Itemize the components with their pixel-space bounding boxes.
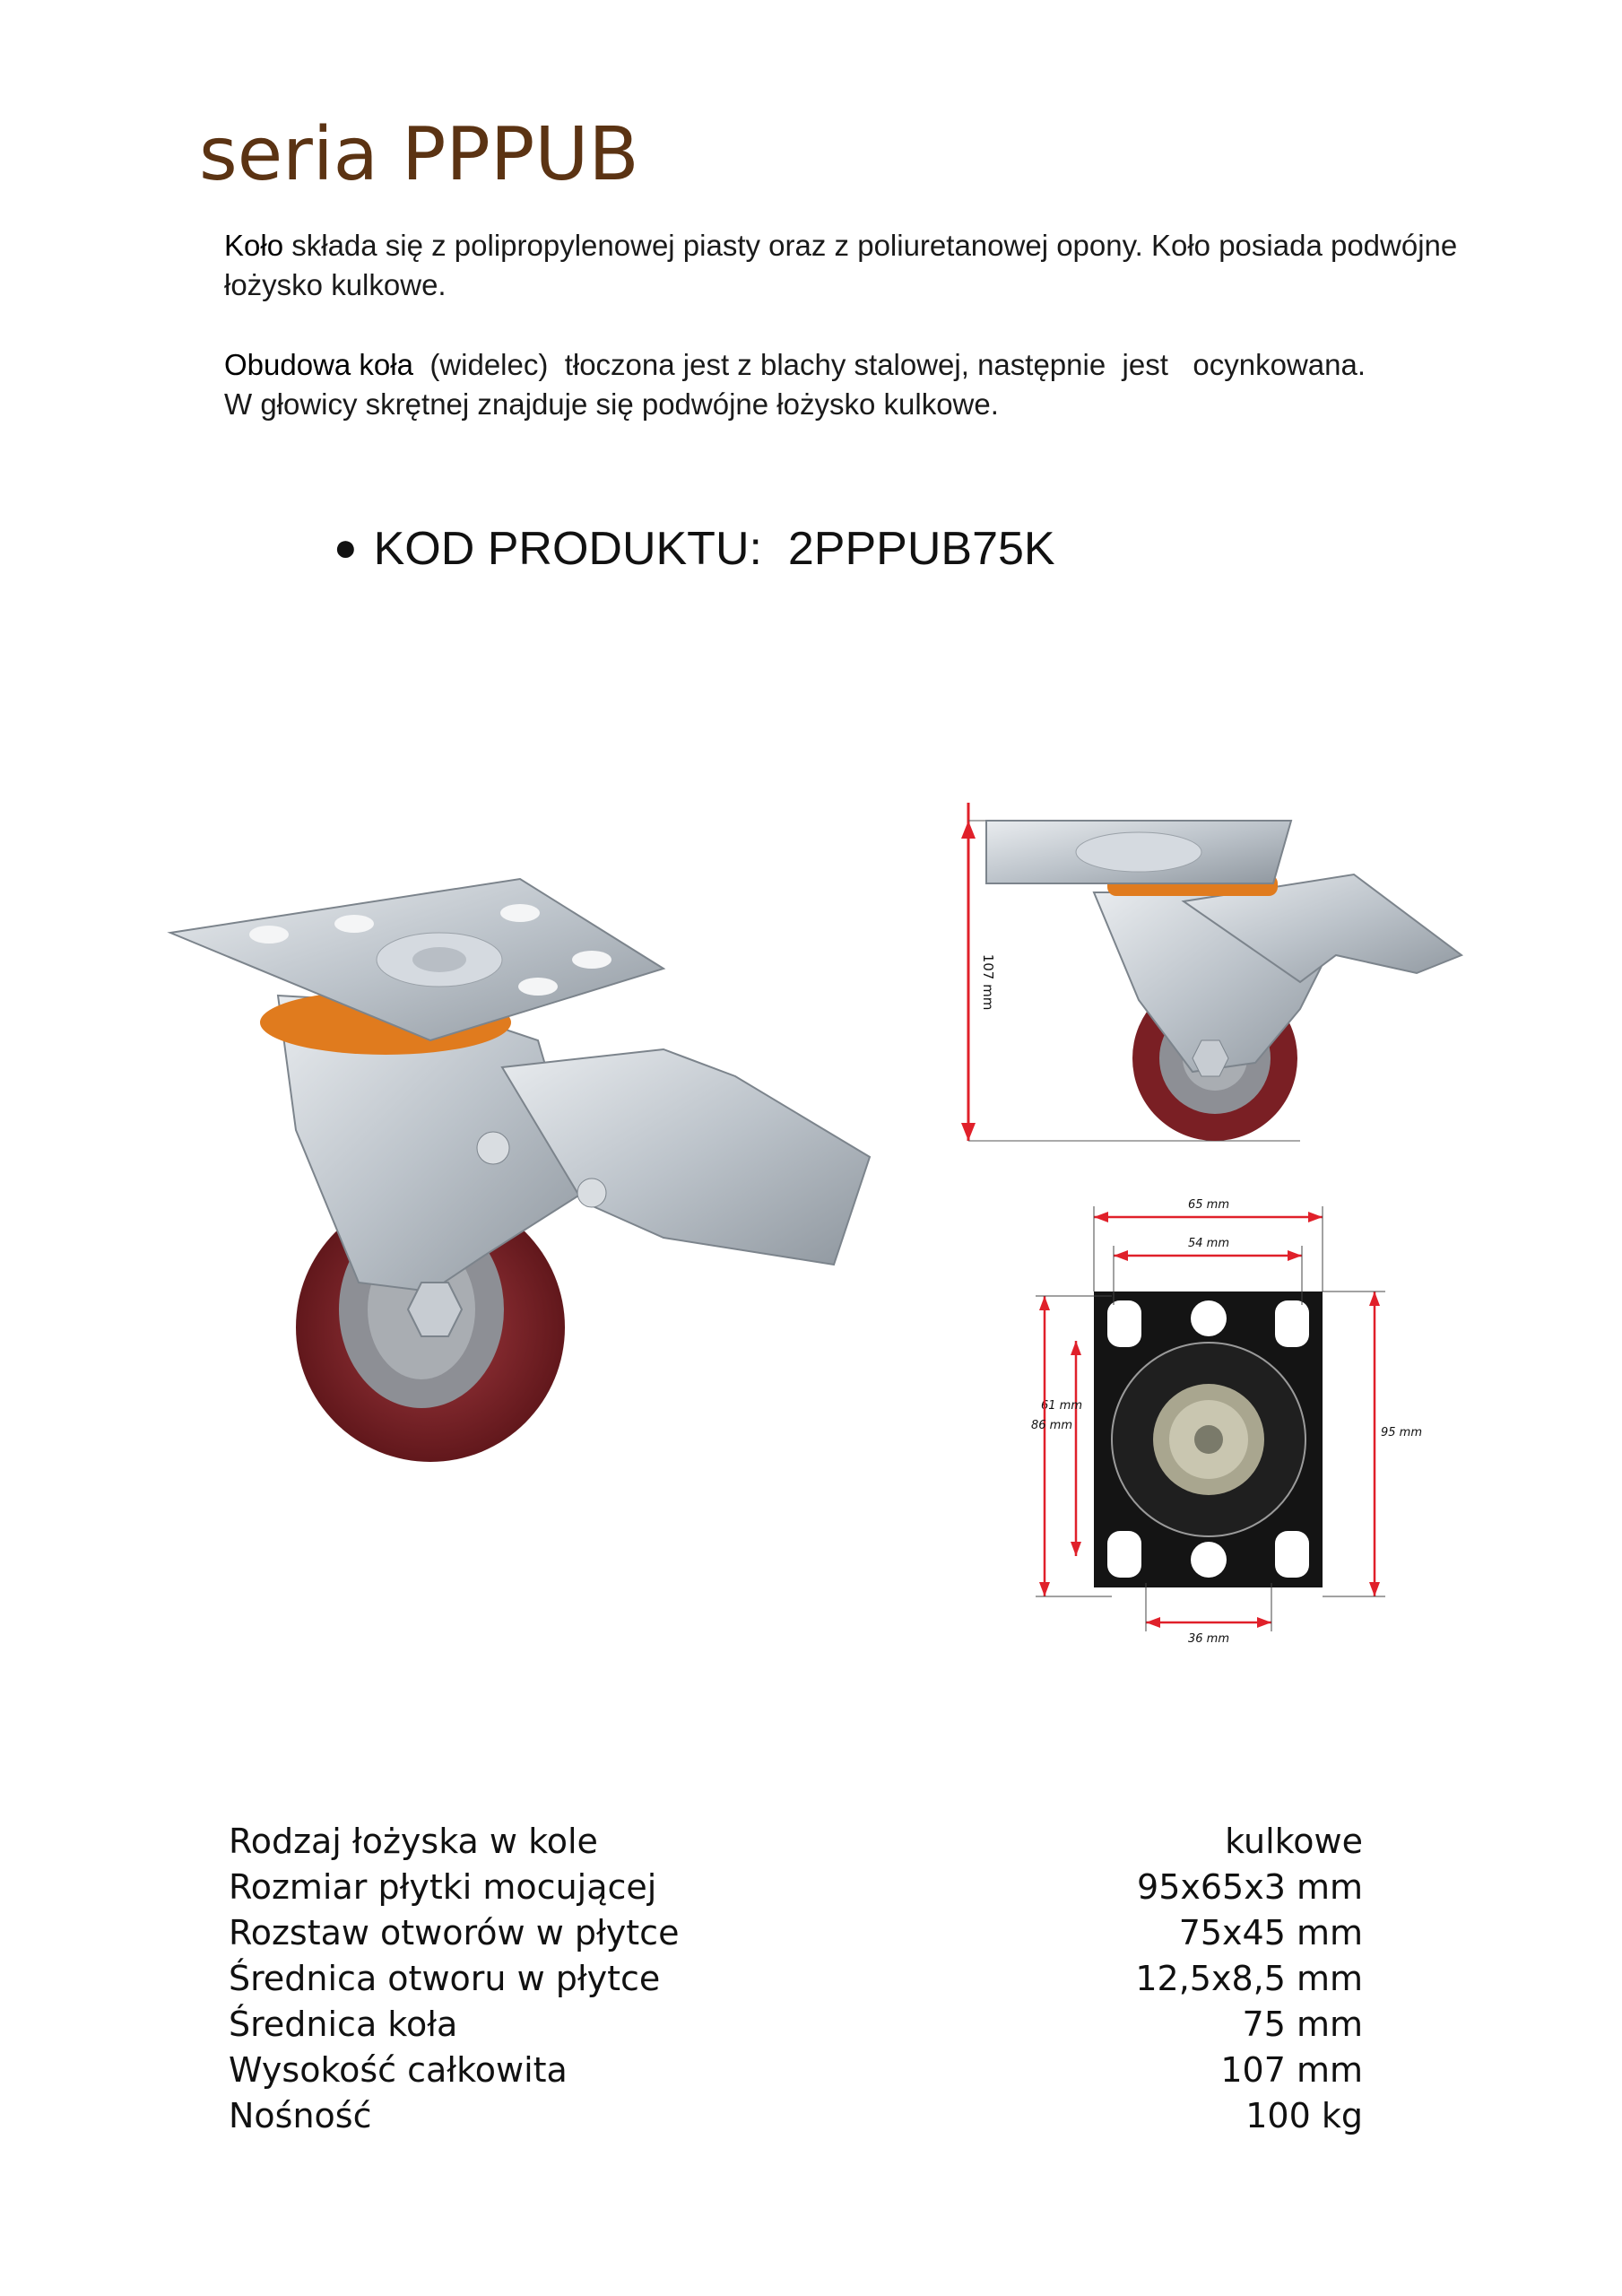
product-code-value: 2PPPUB75K [787, 523, 1055, 575]
plate-width-label: 65 mm [1187, 1198, 1230, 1212]
spec-value: 100 kg [1245, 2096, 1363, 2135]
spec-row [229, 1956, 1363, 2002]
plate-height-label: 95 mm [1381, 1426, 1423, 1439]
spec-row [229, 1819, 1363, 1865]
spec-label: Średnica koła [229, 2005, 458, 2044]
spec-value: 95x65x3 mm [1137, 1867, 1363, 1907]
hole-width-label: 54 mm [1187, 1237, 1230, 1250]
product-code [334, 522, 1055, 576]
spec-value: 75 mm [1242, 2005, 1363, 2044]
housing-description [224, 345, 1497, 424]
spec-value: 75x45 mm [1178, 1913, 1363, 1952]
wheel-description-text: składa się z polipropylenowej piasty oraz z poliuretanowej opony. Koło posiada podwójne łożysko kulkowe. [224, 229, 1458, 301]
spec-value: 107 mm [1220, 2050, 1363, 2090]
wheel-term: Koło [224, 229, 284, 262]
bullet-icon: ● [334, 526, 358, 570]
hole-bottom-label: 36 mm [1187, 1632, 1230, 1646]
spec-label: Nośność [229, 2096, 372, 2135]
caster-main-image [161, 861, 915, 1471]
specs-table [229, 1819, 1363, 2139]
spec-value: kulkowe [1225, 1822, 1363, 1861]
spec-row [229, 2002, 1363, 2048]
page-title: seria PPPUB [199, 112, 639, 197]
height-dimension-label: 107 mm [980, 953, 996, 1011]
inner-height-a-label: 61 mm [1040, 1399, 1083, 1413]
spec-row [229, 2048, 1363, 2093]
spec-label: Średnica otworu w płytce [229, 1959, 661, 1998]
housing-description-line2: W głowicy skrętnej znajduje się podwójne łożysko kulkowe. [224, 387, 999, 421]
product-code-label: KOD PRODUKTU: [373, 523, 762, 575]
housing-term: Obudowa koła [224, 348, 413, 381]
spec-row [229, 1865, 1363, 1910]
housing-description-line1: (widelec) tłoczona jest z blachy stalowej, następnie jest ocynkowana. [412, 348, 1366, 381]
caster-side-view [959, 803, 1497, 1161]
spec-label: Wysokość całkowita [229, 2050, 568, 2090]
plate-dimension-drawing [1022, 1188, 1435, 1655]
spec-row [229, 1910, 1363, 1956]
spec-value: 12,5x8,5 mm [1135, 1959, 1363, 1998]
wheel-description [224, 226, 1497, 305]
spec-label: Rozmiar płytki mocującej [229, 1867, 657, 1907]
inner-height-b-label: 86 mm [1030, 1419, 1073, 1432]
spec-label: Rozstaw otworów w płytce [229, 1913, 680, 1952]
spec-row [229, 2093, 1363, 2139]
spec-label: Rodzaj łożyska w kole [229, 1822, 598, 1861]
